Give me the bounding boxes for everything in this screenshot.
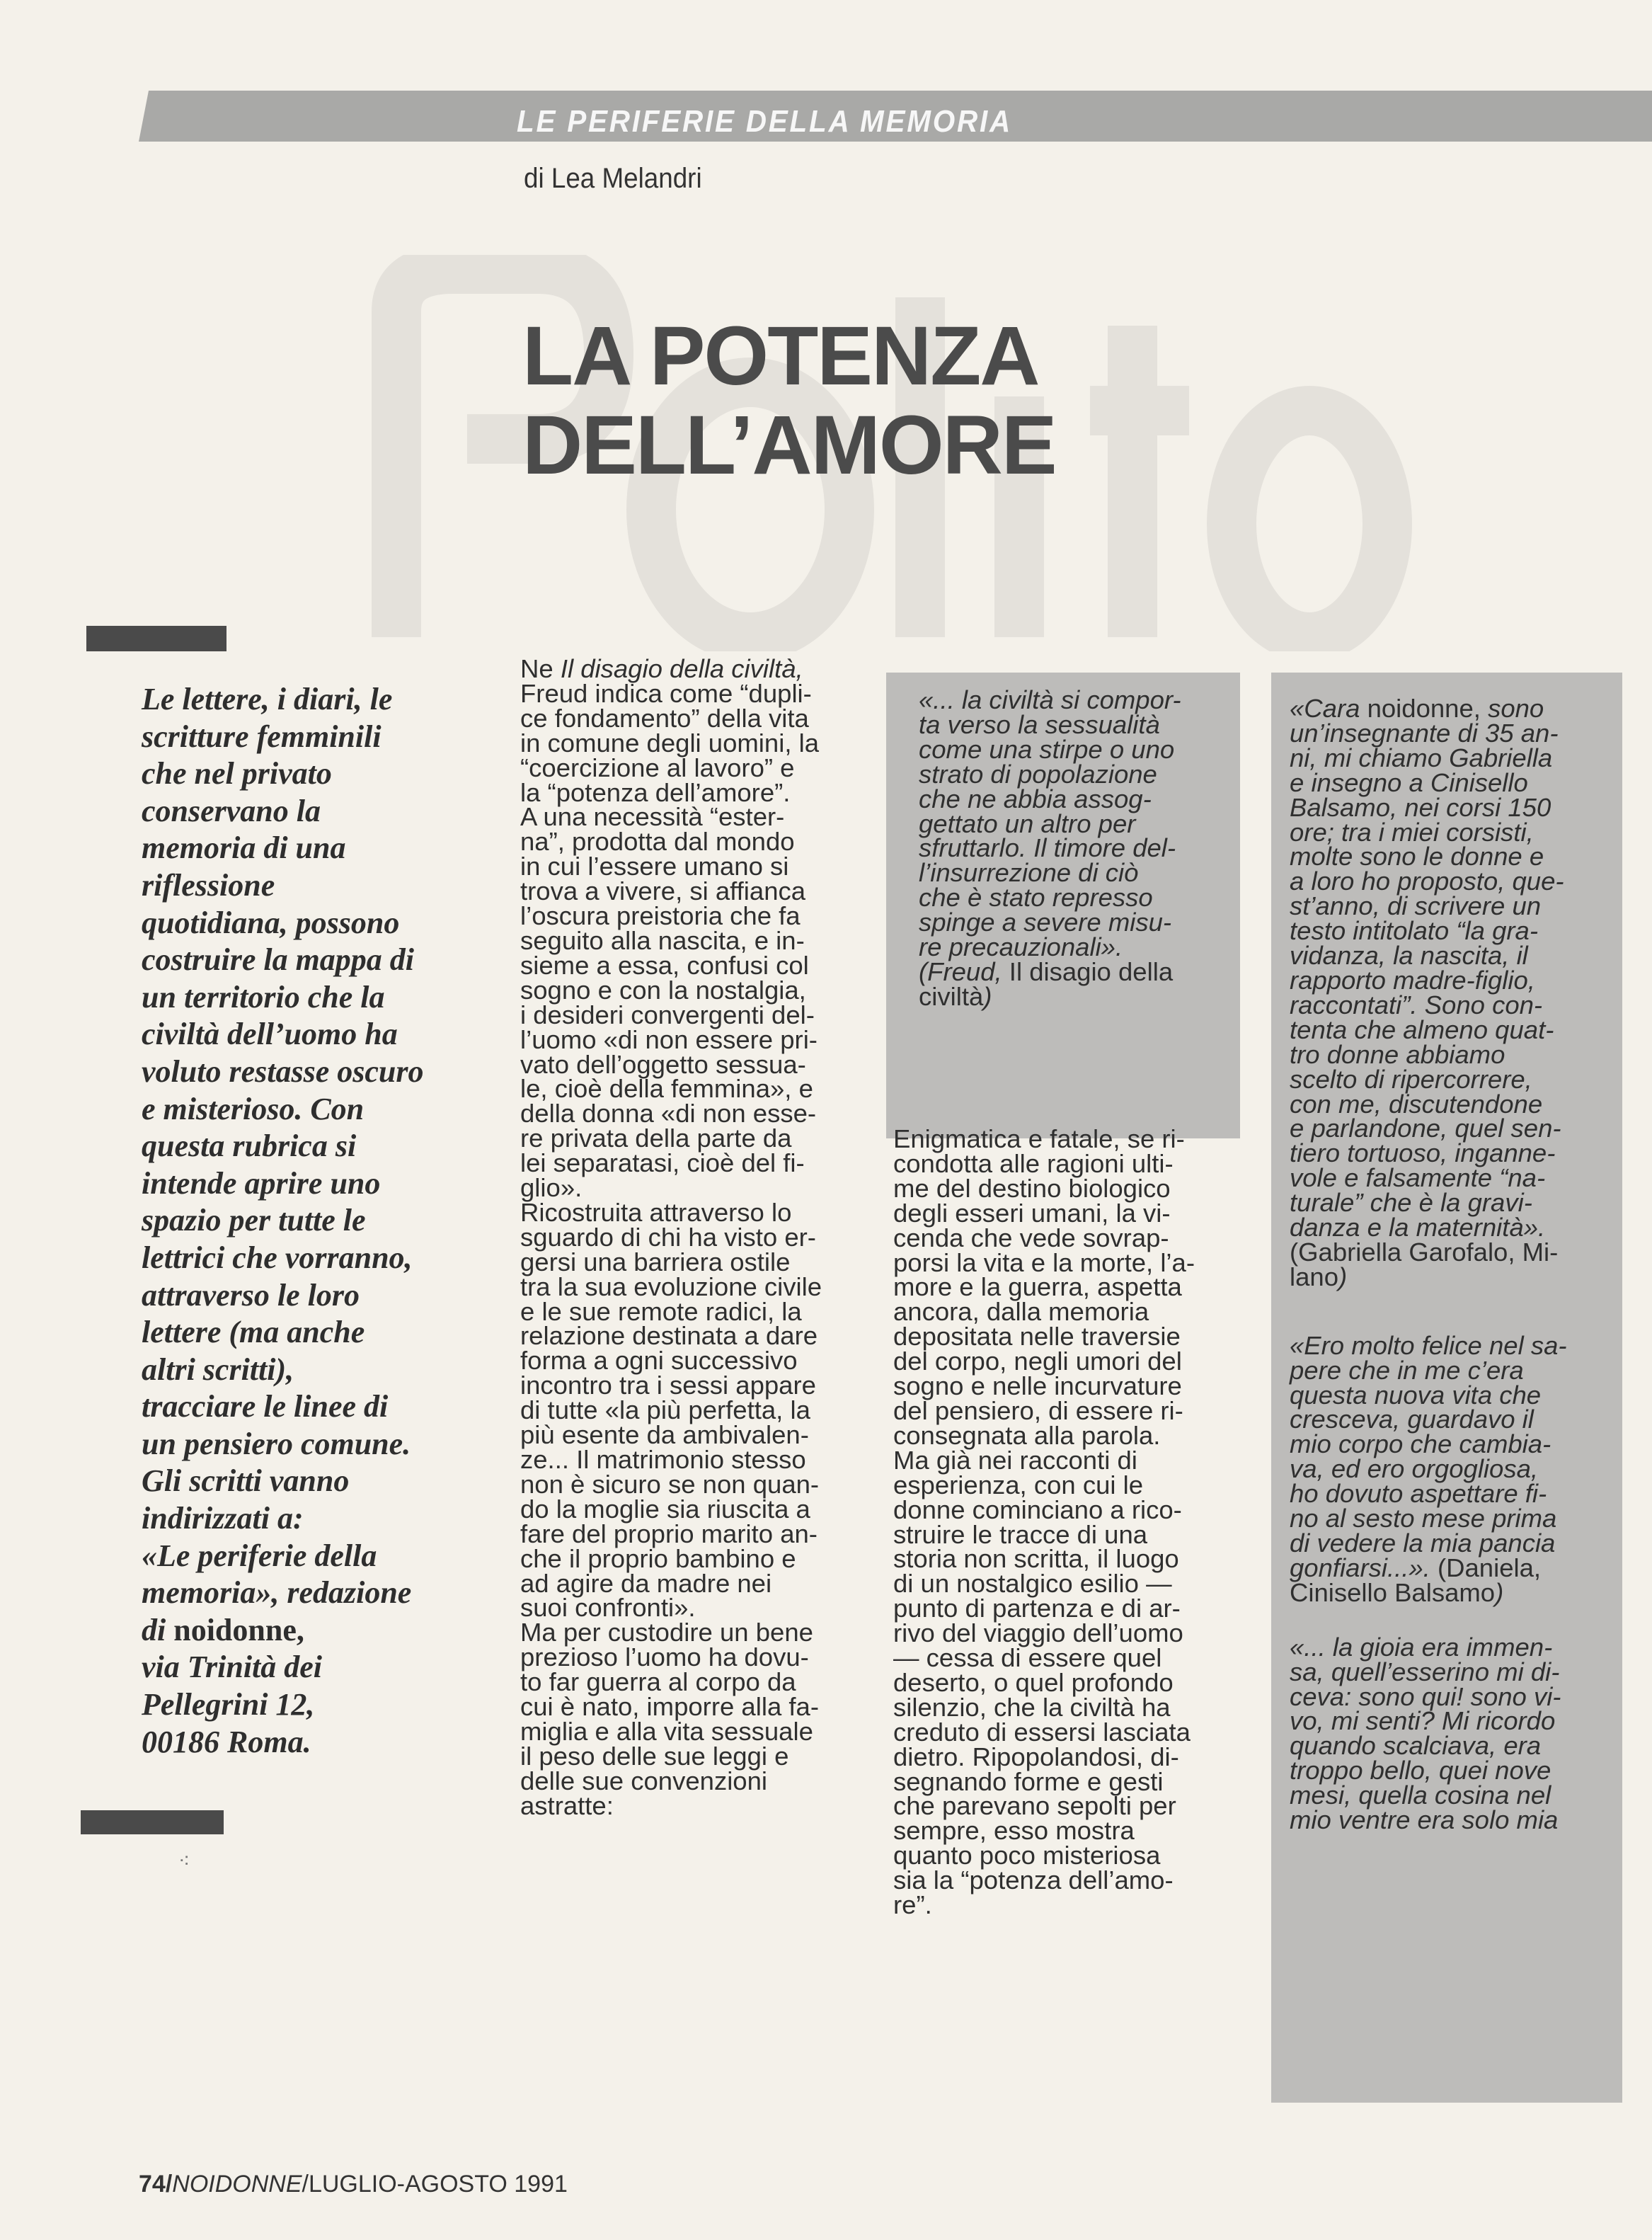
column-1-book-title: Il disagio della civiltà, — [560, 654, 803, 683]
intro-bottom-rule — [81, 1810, 224, 1834]
stray-mark: ⁖ — [178, 1850, 190, 1872]
byline: di Lea Melandri — [524, 163, 702, 194]
page-number: 74/ — [139, 2171, 173, 2198]
intro-sidebar — [142, 681, 495, 1761]
page-footer — [139, 2171, 568, 2198]
article-column-1 — [520, 654, 874, 1820]
letter-1-opening: «Cara — [1290, 694, 1367, 723]
column-2-body: Enigmatica e fatale, se ri- condotta alle ragioni ulti- me del destino biologico degli esseri umani, la vi- cenda che vede sovrap- porsi la vita e la morte, l’a- more e la guerra, aspetta ancora, dalla memoria depositata nelle traversie del corpo, negli umori del sogno e nelle incurvature del pensiero, di essere ri- consegnata alla parola. Ma già nei racconti di esperienza, con cui le donne cominciano a rico- struire le tracce di una storia non scritta, il luogo di un nostalgico esilio — punto di partenza e di ar- rivo del viaggio dell’uomo — cessa di essere quel deserto, o quel profondo silenzio, che la civiltà ha creduto di essersi lasciata dietro. Ripopolandosi, di- segnando forme e gesti che parevano sepolti per sempre, esso mostra quanto poco misteriosa sia la “potenza dell’amo- re”. — [893, 1124, 1195, 1920]
letter-2 — [1290, 1330, 1618, 1607]
intro-brand: noidonne, — [173, 1612, 304, 1647]
freud-quote-body: «... la civiltà si compor- ta verso la sessualità come una stirpe o uno strato di popolazione che ne abbia assog- gettato un altro per sfruttarlo. Il timore del- l’insurrezione di ciò che è stato represso spinge a severe misu- re precauzionali». ( — [919, 685, 1181, 986]
letter-2-close: ) — [1495, 1577, 1504, 1607]
letter-3: «... la gioia era immen- sa, quell’esserino mi di- ceva: sono qui! sono vi- vo, mi senti? Mi ricordo quando scalciava, era troppo bello, quei nove mesi, quella cosina nel mio ventre era solo mia — [1290, 1632, 1561, 1835]
letter-1-body: sono un’insegnante di 35 an- ni, mi chiamo Gabriella e insegno a Cinisello Balsamo, nei corsi 150 ore; tra i miei corsisti, molte sono le donne e a loro ho proposto, que- st’anno, di scrivere un testo intitolato “la gra- vidanza, la nascita, il rapporto madre-figlio, raccontati”. Sono con- tenta che almeno quat- tro donne abbiamo scelto di ripercorrere, con me, discutendone e parlandone, quel sen- tiero tortuoso, inganne- vole e falsamente “na- turale” che è la gravi- danza e la maternità». — [1290, 694, 1564, 1242]
freud-quote-text — [919, 685, 1230, 1011]
intro-top-rule — [86, 626, 226, 651]
footer-issue: /LUGLIO-AGOSTO 1991 — [302, 2171, 568, 2198]
intro-text — [142, 681, 495, 1761]
column-1-text — [520, 654, 874, 1820]
freud-quote-work: Il disagio della civiltà — [919, 956, 1174, 1011]
freud-quote-author: Freud, — [927, 956, 1002, 986]
letter-2-signature: (Daniela, Cinisello Balsamo — [1290, 1553, 1542, 1607]
letters-box — [1271, 673, 1622, 2103]
letter-1 — [1290, 694, 1618, 1291]
intro-body: Le lettere, i diari, le scritture femminili che nel privato conservano la memoria di una riflessione quotidiana, possono costruire la mappa di un territorio che la civiltà dell’uomo ha voluto restasse oscuro e misterioso. Con questa rubrica si intende aprire uno spazio per tutte le lettrici che vorranno, attraverso le loro lettere (ma anche altri scritti), tracciare le linee di un pensiero comune. Gli scritti vanno indirizzati a: «Le periferie della memoria», redazione di — [142, 682, 424, 1647]
article-title — [522, 309, 1056, 492]
letter-1-signature: (Gabriella Garofalo, Mi- lano — [1290, 1237, 1559, 1291]
title-line-2: DELL’AMORE — [522, 399, 1056, 492]
letter-1-brand: noidonne, — [1367, 694, 1481, 723]
column-1-lead: Ne — [520, 654, 561, 683]
column-1-body: Freud indica come “dupli- ce fondamento” della vita in comune degli uomini, la “coercizione al lavoro” e la “potenza dell’amore”. A una necessità “ester- na”, prodotta dal mondo in cui l’essere umano si trova a vivere, si affianca l’oscura preistoria che fa seguito alla nascita, e in- sieme a essa, confusi col sogno e con la nostalgia, i desideri convergenti del- l’uomo «di non essere pri- vato dell’oggetto sessua- le, cioè della femmina», e della donna «di non esse- re privata della parte da lei separatasi, cioè del fi- glio». Ricostruita attraverso lo sguardo di chi ha visto er- gersi una barriera ostile tra la sua evoluzione civile e le sue remote radici, la relazione destinata a dare forma a ogni successivo incontro tra i sessi appare di tutte «la più perfetta, la più esente da ambivalen- ze... Il matrimonio stesso non è sicuro se non quan- do la moglie sia riuscita a fare del proprio marito an- che il proprio bambino e ad agire da madre nei suoi confronti». Ma per custodire un bene prezioso l’uomo ha dovu- to far guerra al corpo da cui è nato, imporre alla fa- miglia e alla vita sessuale il peso delle sue leggi e delle sue convenzioni astratte: — [520, 678, 822, 1820]
freud-quote-close: ) — [983, 981, 992, 1011]
intro-address: via Trinità dei Pellegrini 12, 00186 Roma. — [142, 1650, 323, 1759]
title-line-1: LA POTENZA — [522, 309, 1039, 403]
letter-1-close: ) — [1338, 1262, 1348, 1291]
footer-magazine: NOIDONNE — [172, 2171, 302, 2198]
freud-quote-box — [886, 673, 1240, 1138]
rubric-title: LE PERIFERIE DELLA MEMORIA — [517, 104, 1012, 139]
letter-2-body: «Ero molto felice nel sa- pere che in me c’era questa nuova vita che cresceva, guardavo il mio corpo che cambia- va, ed ero orgogliosa, ho dovuto aspettare fi- no al sesto mese prima di vedere la mia pancia gonfiarsi...». — [1290, 1330, 1567, 1582]
article-column-2 — [893, 1124, 1247, 1920]
